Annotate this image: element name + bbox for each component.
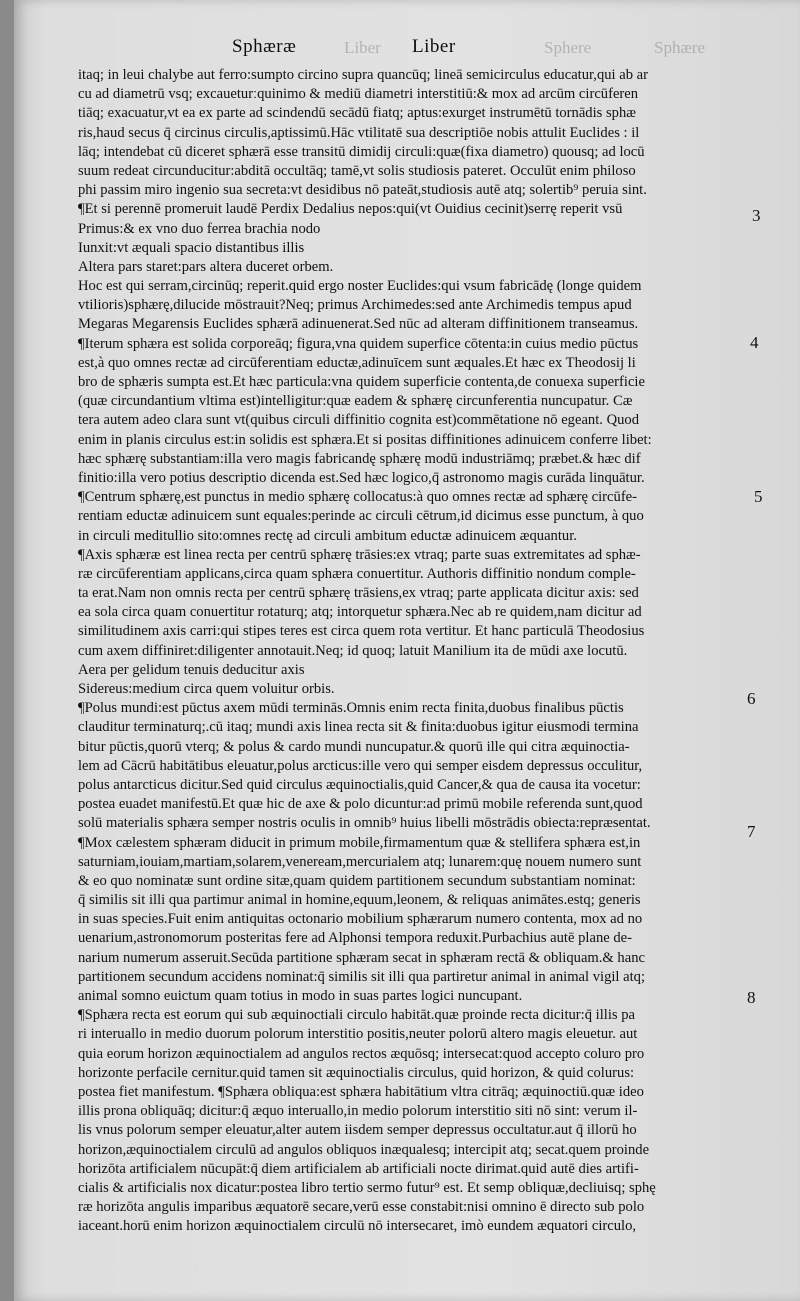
- bleed-through-text: Liber: [344, 38, 381, 57]
- text-line: solū materialis sphæra semper nostris oculis in omnib⁹ huius libelli mōstrādis obiecta:repræsentat.: [78, 815, 651, 832]
- text-line: ¶Sphæra recta est eorum qui sub æquinoctiali circulo habitāt.quæ proinde recta dicitur:q̄ illis pa: [78, 1007, 635, 1024]
- text-line: ¶Centrum sphærę,est punctus in medio sphærę collocatus:à quo omnes rectæ ad sphærę circūfe-: [78, 489, 638, 506]
- margin-number: 3: [752, 206, 761, 225]
- margin-number: 6: [747, 689, 756, 708]
- text-line: similitudinem axis carri:qui stipes teres est circa quem rota vertitur. Et hanc particulā Theodosius: [78, 623, 645, 640]
- running-header: [14, 36, 800, 62]
- text-line: itaq; in leui chalybe aut ferro:sumpto circino supra quancūq; lineā semicirculus educatur,qui ab ar: [78, 67, 648, 83]
- text-line: ea sola circa quam conuertitur rotaturq; atq; intorquetur sphæra.Nec ab re quidem,nam dicitur ad: [78, 604, 642, 621]
- text-line: rentiam eductæ adinuicem sunt equales:perinde ac circuli cētrum,id dicimus esse punctum, à quo: [78, 508, 644, 525]
- margin-number: 5: [754, 487, 763, 506]
- text-line: ris,haud secus q̄ circinus circulis,aptissimū.Hāc vtilitatē sua descriptiōe nobis attulit Euclides : il: [78, 124, 640, 141]
- text-line: cum axem diffiniret:diligenter annotauit.Neq; id quoq; latuit Manilium ita de mūdi axe locutū.: [78, 642, 628, 659]
- text-line: ¶Polus mundi:est pūctus axem mūdi terminās.Omnis enim recta finita,duobus finalibus pūctis: [78, 700, 624, 717]
- text-line: animal somno euictum quam totius in modo in suas partes logici nuncupant.: [78, 988, 523, 1004]
- text-line: in circuli meditullio sito:omnes rectę ad circuli ambitum eductæ adinuicem æquantur.: [78, 527, 577, 544]
- text-line: tiāq; exacuatur,vt ea ex parte ad scindendū secādū fiatq; aptus:exurget instrumētū tornādis sphæ: [78, 105, 636, 122]
- text-block: [78, 66, 754, 1236]
- text-line: bro de sphæris sumpta est.Et hæc particula:vna quidem superficie contenta,de conuexa superficie: [78, 374, 645, 390]
- text-line: & eo quo nominatæ sunt ordine sitæ,quam quidem partitionem secundum substantiam nominat:: [78, 872, 636, 889]
- text-line: q̄ similis sit illi qua partimur animal in homine,equum,leonem, & reliquas animātes.estq; generis: [78, 892, 641, 909]
- text-line: ta erat.Nam non omnis recta per centrū sphærę trāsiens,ex vtraq; parte applicata dicitur axis: sed: [78, 585, 639, 602]
- text-line: horizonte perfacile cernitur.quid tamen sit æquinoctialis circulus, quid horizon, & quid colurus:: [78, 1064, 635, 1081]
- bleed-through-text: Sphere: [544, 38, 592, 57]
- text-line: in suas species.Fuit enim antiquitas octonario mobilium sphærarum numero contenta, mox ad no: [78, 911, 643, 928]
- text-line: ¶Axis sphæræ est linea recta per centrū sphærę trāsies:ex vtraq; parte suas extremitates ad sphæ-: [78, 546, 641, 563]
- text-line: (quæ circundantium vltima est)intelligitur:quæ eadem & sphærę circunferentia nuncupatur. Cæ: [78, 393, 633, 410]
- text-line: polus antarcticus dicitur.Sed quid circulus æquinoctialis,quid Cancer,& qua de causa ita vocetur:: [78, 776, 641, 793]
- text-line: finitio:illa vero potius descriptio dicenda est.Sed hæc logico,q̄ astronomo magis curāda linquātur.: [78, 469, 645, 486]
- text-line: phi passim miro ingenio sua secreta:vt desidibus nō pateāt,studiosis autē atq; solertib⁹ peruia sint.: [78, 182, 647, 199]
- text-line: quia eorum horizon æquinoctialem ad angulos rectos æquōsq; intersecat:quod accepto coluro pro: [78, 1045, 645, 1062]
- header-right: Liber: [412, 36, 456, 57]
- text-line: est,à quo omnes rectæ ad circūferentiam eductæ,adinuīcem sunt æquales.Et hæc ex Theodosij li: [78, 354, 636, 371]
- text-line: uenarium,astronomorum posteritas fere ad Alphonsi tempora reduxit.Purbachius autē plane de-: [78, 930, 632, 947]
- margin-number: 4: [750, 333, 759, 352]
- text-line: ¶Et si perennē promeruit laudē Perdix Dedalius nepos:qui(vt Ouidius cecinit)serrę reperit vsū: [78, 201, 623, 218]
- text-line: illis prona obliquāq; dicitur:q̄ æquo interuallo,in medio polorum interstitio siti nō sint: verum il-: [78, 1103, 638, 1120]
- text-line: clauditur terminaturq;.cū itaq; mundi axis linea recta sit & finita:duobus igitur eiusmodi termina: [78, 719, 639, 736]
- text-line: hæc sphærę substantiam:illa vero magis fabricandę sphærę modū industriāmq; præbet.& hæc dif: [78, 450, 641, 467]
- text-line: Hoc est qui serram,circinūq; reperit.quid ergo noster Euclides:qui vsum fabricādę (longe quidem: [78, 278, 642, 295]
- text-line: partitionem secundum accidens nominat:q̄ similis sit illi qua partiretur animal in animal vigil atq;: [78, 968, 646, 985]
- text-line: cialis & artificialis nox dicatur:postea libro tertio sermo futur⁹ est. Et semp obliquæ,decliuisq; sphę: [78, 1179, 656, 1196]
- text-line: ¶Iterum sphæra est solida corporeāq; figura,vna quidem superfice cōtenta:in cuius medio pūctus: [78, 335, 639, 352]
- text-line: Iunxit:vt æquali spacio distantibus illis: [78, 239, 305, 256]
- text-line: postea euadet manifestū.Et quæ hic de axe & polo dicuntur:ad primū mobile referenda sunt,quod: [78, 796, 643, 813]
- text-line: bitur pūctis,quorū vterq; & polus & cardo mundi nuncupatur.& quorū ille qui citra æquinoctia-: [78, 738, 630, 755]
- text-line: tera autem adeo clara sunt vt(quibus circuli diffinitio cognita est)commētatione nō egeant. Quod: [78, 412, 640, 429]
- text-line: ræ horizōta angulis imparibus æquatorē secare,verū esse constabit:nisi omnino ē directo sub polo: [78, 1199, 645, 1216]
- text-line: lis vnus polorum semper eleuatur,alter autem iisdem semper depressus occultatur.aut q̄ illorū ho: [78, 1122, 637, 1139]
- margin-number: 7: [747, 822, 756, 841]
- bleed-through-text: Sphære: [654, 38, 705, 57]
- text-line: ri interuallo in medio duorum polorum interstitio positis,neuter polorū altero magis eleuetur. aut: [78, 1026, 638, 1043]
- text-line: horizon,æquinoctialem circulū ad angulos obliquos inæqualesq; intercipit atq; secat.quem proinde: [78, 1141, 650, 1158]
- text-line: lem ad Cācrū habitātibus eleuatur,polus arcticus:ille vero qui semper eisdem depressus occulitur,: [78, 757, 643, 774]
- text-line: horizōta artificialem nūcupāt:q̄ diem artificialem ab artificiali nocte dirimat.quid autē dies artifi-: [78, 1160, 639, 1177]
- text-line: enim in planis circulus est:in solidis est sphæra.Et si positas diffinitiones adinuicem conferre libet:: [78, 431, 652, 448]
- text-line: Altera pars staret:pars altera duceret orbem.: [78, 258, 334, 275]
- margin-number: 8: [747, 988, 756, 1007]
- text-line: Sidereus:medium circa quem voluitur orbis.: [78, 681, 335, 697]
- text-line: ¶Mox cælestem sphæram diducit in primum mobile,firmamentum quæ & stellifera sphæra est,in: [78, 834, 641, 851]
- text-line: iaceant.horū enim horizon æquinoctialem circulū nō intersecaret, imò eundem æquatori circulo,: [78, 1218, 637, 1235]
- text-line: saturniam,iouiam,martiam,solarem,veneream,mercurialem atq; lunarem:quę nouem numero sunt: [78, 853, 642, 870]
- text-line: ræ circūferentiam applicans,circa quam sphæra conuertitur. Authoris diffinitio nondum comple-: [78, 565, 636, 582]
- text-line: lāq; intendebat cū diceret sphærā esse transitū dimidij circuli:quæ(fixa diametro) quousq; ad locū: [78, 143, 645, 160]
- text-line: Aera per gelidum tenuis deducitur axis: [78, 661, 305, 678]
- text-line: vtilioris)sphærę,dilucide mōstrauit?Neq; primus Archimedes:sed ante Archimedis tempus apud: [78, 297, 632, 314]
- text-line: narium numerum asseruit.Secūda partitione sphæram secat in sphæram rectā & obliquam.& hanc: [78, 949, 645, 966]
- header-left: Sphæræ: [232, 36, 297, 57]
- text-line: postea fiet manifestum. ¶Sphæra obliqua:est sphæra habitātium vltra citrāq; æquinoctiū.quæ ideo: [78, 1083, 644, 1100]
- text-line: cu ad diametrū vsq; excaueturːquinimo & mediū diametri interstitiū:& mox ad arcūm circūferen: [78, 86, 639, 103]
- text-line: Megaras Megarensis Euclides sphærā adinuenerat.Sed nūc ad alteram diffinitionem transeamus.: [78, 316, 639, 333]
- book-page: [14, 0, 800, 1301]
- text-line: suum redeat circunducitur:abditā occultāq; tamē,vt solis studiosis pateret. Occulūt enim philoso: [78, 162, 636, 179]
- text-line: Primus:& ex vno duo ferrea brachia nodo: [78, 220, 321, 237]
